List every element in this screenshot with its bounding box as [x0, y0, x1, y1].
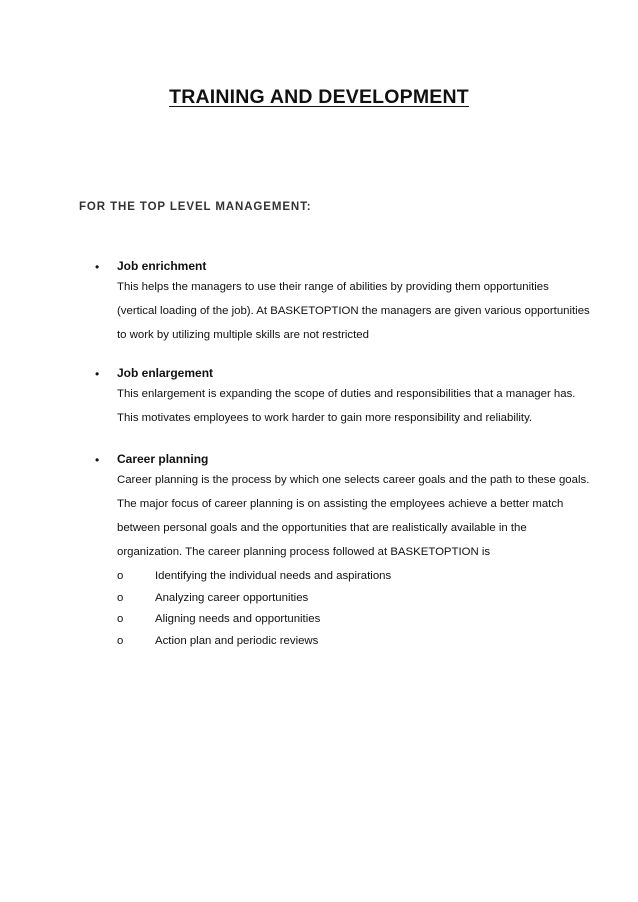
topic-title: Career planning: [117, 452, 209, 466]
bullet-icon: •: [95, 260, 100, 274]
paragraph-line: Career planning is the process by which one selects career goals and the path to these goals.: [117, 474, 590, 486]
sub-list-item: [117, 634, 587, 649]
sub-list-item: [117, 569, 587, 584]
sub-list-item-text: Aligning needs and opportunities: [155, 613, 321, 625]
section-heading: FOR THE TOP LEVEL MANAGEMENT:: [79, 201, 312, 213]
sub-list-item-text: Action plan and periodic reviews: [155, 634, 319, 647]
bullet-icon: •: [95, 367, 100, 381]
topic-title: Job enlargement: [117, 366, 214, 380]
page-title: TRAINING AND DEVELOPMENT: [169, 86, 469, 108]
sub-list-item: [117, 591, 587, 606]
circle-bullet-icon: o: [117, 570, 124, 582]
paragraph-line: This helps the managers to use their range of abilities by providing them opportunities: [117, 281, 549, 293]
topic-job-enlargement: [95, 366, 587, 435]
sub-list-item-text: Analyzing career opportunities: [155, 591, 309, 604]
paragraph-line: (vertical loading of the job). At BASKETOPTION the managers are given various opportunities: [117, 305, 590, 317]
circle-bullet-icon: o: [117, 591, 124, 604]
sub-list: [117, 569, 587, 649]
sub-list-item-text: Identifying the individual needs and aspirations: [155, 570, 392, 582]
paragraph-line: organization. The career planning process followed at BASKETOPTION is: [117, 546, 491, 558]
topic-career-planning: [95, 452, 590, 655]
circle-bullet-icon: o: [117, 634, 124, 647]
topic-title: Job enrichment: [117, 259, 207, 273]
paragraph-line: This enlargement is expanding the scope of duties and responsibilities that a manager has.: [117, 388, 576, 400]
paragraph-line: This motivates employees to work harder to gain more responsibility and reliability.: [117, 412, 533, 424]
topic-job-enrichment: [95, 259, 590, 352]
sub-list-item: [117, 612, 587, 627]
paragraph-line: to work by utilizing multiple skills are not restricted: [117, 329, 369, 341]
paragraph-line: The major focus of career planning is on assisting the employees achieve a better match: [117, 498, 564, 510]
circle-bullet-icon: o: [117, 613, 124, 625]
paragraph-line: between personal goals and the opportunities that are realistically available in the: [117, 522, 527, 534]
bullet-icon: •: [95, 453, 100, 467]
